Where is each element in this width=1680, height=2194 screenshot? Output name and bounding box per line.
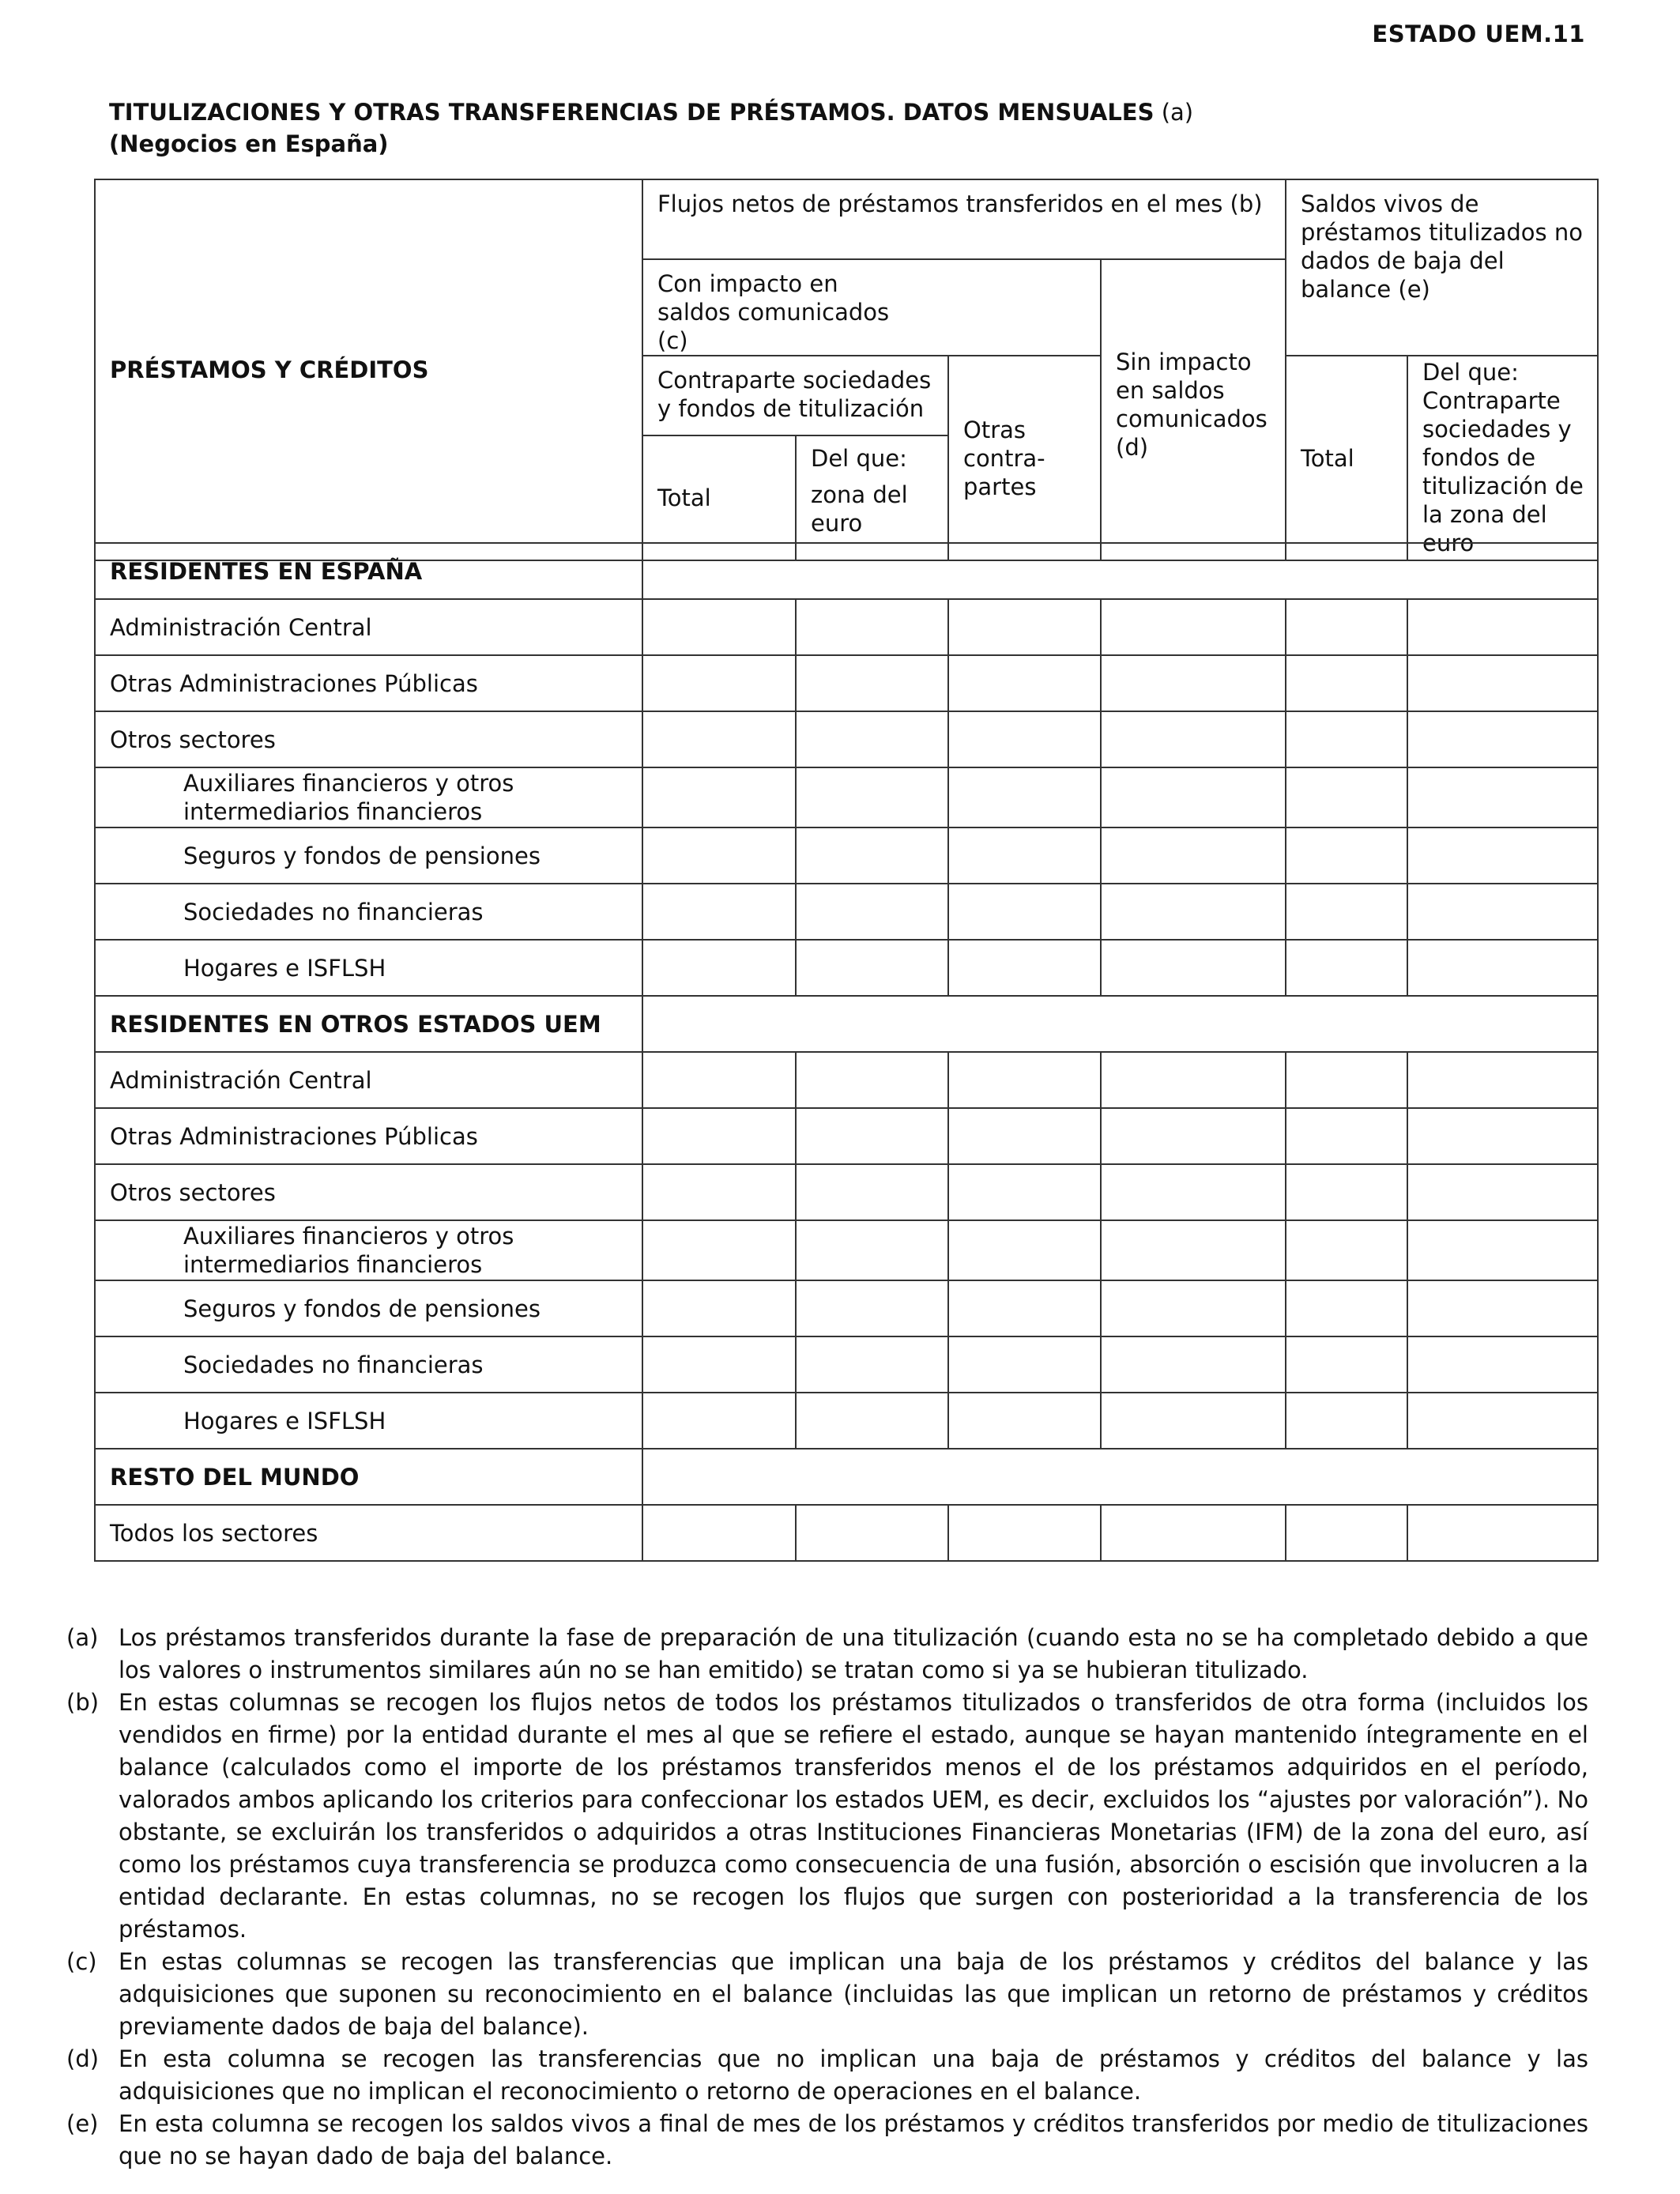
data-entry-cell[interactable] [1101, 884, 1286, 940]
table-row [95, 711, 1598, 767]
data-entry-cell[interactable] [948, 940, 1101, 996]
data-entry-cell[interactable] [796, 884, 948, 940]
table-row [95, 655, 1598, 711]
header-saldos-total: Total [1286, 356, 1407, 560]
data-entry-cell[interactable] [1101, 1164, 1286, 1220]
table-row [95, 827, 1598, 884]
securitisation-table-body [94, 542, 1599, 1562]
row-label: Otros sectores [95, 711, 642, 767]
data-entry-cell[interactable] [948, 827, 1101, 884]
data-entry-cell[interactable] [642, 884, 796, 940]
data-entry-cell[interactable] [948, 1164, 1101, 1220]
row-label: Administración Central [95, 1052, 642, 1108]
data-entry-cell[interactable] [1101, 767, 1286, 827]
header-del-que-label: Del que: [811, 445, 907, 472]
data-entry-cell[interactable] [948, 655, 1101, 711]
data-entry-cell[interactable] [1286, 767, 1407, 827]
header-saldos-vivos: Saldos vivos de préstamos titulizados no dados de baja del balance (e) [1286, 179, 1598, 356]
data-entry-cell[interactable] [948, 599, 1101, 655]
data-entry-cell[interactable] [1407, 1108, 1598, 1164]
data-entry-cell[interactable] [796, 827, 948, 884]
footnote-label: (d) [66, 2045, 100, 2072]
data-entry-cell[interactable] [1286, 1336, 1407, 1393]
row-label: Administración Central [95, 599, 642, 655]
data-entry-cell[interactable] [642, 940, 796, 996]
data-entry-cell[interactable] [642, 1108, 796, 1164]
title-note-ref: (a) [1161, 99, 1194, 126]
data-entry-cell[interactable] [1101, 1108, 1286, 1164]
header-sin-impacto-text: Sin impacto en saldos comunicados (d) [1116, 348, 1268, 461]
footnote [66, 1622, 1588, 1687]
header-contraparte: Contraparte sociedades y fondos de titulización [642, 356, 948, 435]
data-entry-cell[interactable] [796, 1336, 948, 1393]
data-entry-cell[interactable] [1101, 1336, 1286, 1393]
data-entry-cell[interactable] [796, 1164, 948, 1220]
section-spacer-cell [642, 543, 1598, 599]
header-saldos-del-que: Del que: Contraparte sociedades y fondos de titulización de la zona del euro [1407, 356, 1598, 560]
footnote [66, 1687, 1588, 1946]
data-entry-cell[interactable] [948, 711, 1101, 767]
data-entry-cell[interactable] [796, 1108, 948, 1164]
row-label: Todos los sectores [95, 1505, 642, 1561]
row-label: Seguros y fondos de pensiones [95, 1280, 642, 1336]
data-entry-cell[interactable] [1101, 827, 1286, 884]
data-entry-cell[interactable] [1407, 827, 1598, 884]
footnote-text: En estas columnas se recogen las transferencias que implican una baja de los préstamos y créditos del balance y las adquisiciones que suponen su reconocimiento en el balance (incluidas las que implican un retorno de préstamos y créditos previamente dados de baja del balance). [119, 1948, 1588, 2040]
data-entry-cell[interactable] [796, 1393, 948, 1449]
data-entry-cell[interactable] [1286, 1108, 1407, 1164]
data-entry-cell[interactable] [642, 1280, 796, 1336]
data-entry-cell[interactable] [1101, 1052, 1286, 1108]
footnote-label: (a) [66, 1624, 99, 1651]
footnotes [66, 1622, 1588, 2173]
data-entry-cell[interactable] [642, 655, 796, 711]
data-entry-cell[interactable] [796, 599, 948, 655]
data-entry-cell[interactable] [1407, 1505, 1598, 1561]
form-code: ESTADO UEM.11 [1372, 21, 1585, 47]
footnote-text: En estas columnas se recogen los flujos netos de todos los préstamos titulizados o transferidos de otra forma (incluidos los vendidos en firme) por la entidad durante el mes al que se refiere el estado, aunque se hayan mantenido íntegramente en el balance (calculados como el importe de los préstamos transferidos menos el de los préstamos adquiridos en el período, valorados ambos aplicando los criterios para confeccionar los estados UEM, es decir, excluidos los “ajustes por valoración”). No obstante, se excluirán los transferidos o adquiridos a otras Instituciones Financieras Monetarias (IFM) de la zona del euro, así como los préstamos cuya transferencia se produzca como consecuencia de una fusión, absorción o escisión que involucren a la entidad declarante. En estas columnas, no se recogen los flujos que surgen con posterioridad a la transferencia de los préstamos. [119, 1689, 1588, 1943]
data-entry-cell[interactable] [1407, 1393, 1598, 1449]
section-row [95, 1449, 1598, 1505]
data-entry-cell[interactable] [1286, 1164, 1407, 1220]
row-label: Otros sectores [95, 1164, 642, 1220]
data-entry-cell[interactable] [796, 1280, 948, 1336]
row-label: Sociedades no financieras [95, 884, 642, 940]
data-entry-cell[interactable] [1286, 1220, 1407, 1280]
data-entry-cell[interactable] [1286, 827, 1407, 884]
row-label: Otras Administraciones Públicas [95, 1108, 642, 1164]
data-entry-cell[interactable] [1101, 940, 1286, 996]
table-row [95, 884, 1598, 940]
data-entry-cell[interactable] [642, 599, 796, 655]
data-entry-cell[interactable] [1286, 655, 1407, 711]
header-flujos-netos: Flujos netos de préstamos transferidos en el mes (b) [642, 179, 1286, 259]
footnote [66, 2043, 1588, 2108]
table-row [95, 1052, 1598, 1108]
header-sin-impacto [1101, 259, 1286, 560]
footnote [66, 1946, 1588, 2043]
data-entry-cell[interactable] [1407, 599, 1598, 655]
data-entry-cell[interactable] [1407, 767, 1598, 827]
footnote [66, 2108, 1588, 2173]
header-zona-euro: zona del euro [811, 481, 908, 537]
data-entry-cell[interactable] [1407, 655, 1598, 711]
footnote-label: (c) [66, 1948, 97, 1975]
footnote-text: En esta columna se recogen los saldos vivos a final de mes de los préstamos y créditos transferidos por medio de titulizaciones que no se hayan dado de baja del balance. [119, 2110, 1588, 2169]
row-label: Hogares e ISFLSH [95, 1393, 642, 1449]
data-entry-cell[interactable] [948, 767, 1101, 827]
header-otras-contrapartes: Otras contra-partes [948, 356, 1101, 560]
data-entry-cell[interactable] [1101, 711, 1286, 767]
data-entry-cell[interactable] [1286, 1280, 1407, 1336]
table-row [95, 1505, 1598, 1561]
footnote-text: Los préstamos transferidos durante la fase de preparación de una titulización (cuando esta no se ha completado debido a que los valores o instrumentos similares aún no se han emitido) se tratan como si ya se hubieran titulizado. [119, 1624, 1588, 1683]
data-entry-cell[interactable] [1101, 1280, 1286, 1336]
section-title: RESIDENTES EN OTROS ESTADOS UEM [95, 996, 642, 1052]
data-entry-cell[interactable] [642, 1164, 796, 1220]
footnote-label: (b) [66, 1689, 100, 1716]
data-entry-cell[interactable] [948, 884, 1101, 940]
data-entry-cell[interactable] [1407, 884, 1598, 940]
data-entry-cell[interactable] [796, 940, 948, 996]
data-entry-cell[interactable] [948, 1505, 1101, 1561]
section-title: RESTO DEL MUNDO [95, 1449, 642, 1505]
table-row [95, 1393, 1598, 1449]
data-entry-cell[interactable] [642, 1220, 796, 1280]
securitisation-table [94, 179, 1599, 561]
data-entry-cell[interactable] [1101, 1220, 1286, 1280]
data-entry-cell[interactable] [1286, 884, 1407, 940]
data-entry-cell[interactable] [796, 655, 948, 711]
row-label: Hogares e ISFLSH [95, 940, 642, 996]
section-spacer-cell [642, 996, 1598, 1052]
data-entry-cell[interactable] [948, 1220, 1101, 1280]
data-entry-cell[interactable] [642, 1052, 796, 1108]
data-entry-cell[interactable] [1286, 599, 1407, 655]
data-entry-cell[interactable] [1407, 1280, 1598, 1336]
table-row [95, 1280, 1598, 1336]
data-entry-cell[interactable] [1286, 1052, 1407, 1108]
data-entry-cell[interactable] [1286, 940, 1407, 996]
data-entry-cell[interactable] [1407, 1164, 1598, 1220]
data-entry-cell[interactable] [796, 1505, 948, 1561]
row-label: Auxiliares financieros y otros intermediarios financieros [95, 767, 642, 827]
data-entry-cell[interactable] [796, 1052, 948, 1108]
data-entry-cell[interactable] [1101, 655, 1286, 711]
data-entry-cell[interactable] [1407, 1336, 1598, 1393]
row-label: Seguros y fondos de pensiones [95, 827, 642, 884]
row-label: Auxiliares financieros y otros intermediarios financieros [95, 1220, 642, 1280]
data-entry-cell[interactable] [948, 1393, 1101, 1449]
title-text: TITULIZACIONES Y OTRAS TRANSFERENCIAS DE PRÉSTAMOS. DATOS MENSUALES [109, 99, 1155, 126]
data-entry-cell[interactable] [642, 1336, 796, 1393]
table-row [95, 1220, 1598, 1280]
section-row [95, 543, 1598, 599]
data-entry-cell[interactable] [948, 1108, 1101, 1164]
data-entry-cell[interactable] [642, 827, 796, 884]
data-entry-cell[interactable] [948, 1336, 1101, 1393]
data-entry-cell[interactable] [1407, 1052, 1598, 1108]
data-entry-cell[interactable] [948, 1280, 1101, 1336]
data-entry-cell[interactable] [1407, 711, 1598, 767]
data-entry-cell[interactable] [642, 767, 796, 827]
data-entry-cell[interactable] [1286, 1393, 1407, 1449]
section-spacer-cell [642, 1449, 1598, 1505]
table-row [95, 599, 1598, 655]
document-title [109, 96, 1193, 160]
data-entry-cell[interactable] [796, 767, 948, 827]
row-label: Otras Administraciones Públicas [95, 655, 642, 711]
data-entry-cell[interactable] [796, 711, 948, 767]
data-entry-cell[interactable] [1101, 599, 1286, 655]
data-entry-cell[interactable] [796, 1220, 948, 1280]
section-row [95, 996, 1598, 1052]
data-entry-cell[interactable] [1101, 1505, 1286, 1561]
table-row [95, 940, 1598, 996]
data-entry-cell[interactable] [1286, 1505, 1407, 1561]
data-entry-cell[interactable] [1101, 1393, 1286, 1449]
row-label: Sociedades no financieras [95, 1336, 642, 1393]
data-entry-cell[interactable] [642, 711, 796, 767]
data-entry-cell[interactable] [948, 1052, 1101, 1108]
footnote-text: En esta columna se recogen las transferencias que no implican una baja de préstamos y créditos del balance y las adquisiciones que no implican el reconocimiento o retorno de operaciones en el balance. [119, 2045, 1588, 2105]
table-row [95, 1108, 1598, 1164]
data-entry-cell[interactable] [1407, 940, 1598, 996]
table-row [95, 1164, 1598, 1220]
table-row [95, 767, 1598, 827]
footnote-label: (e) [66, 2110, 99, 2137]
section-title: RESIDENTES EN ESPAÑA [95, 543, 642, 599]
table-row [95, 1336, 1598, 1393]
row-header-prestamos: PRÉSTAMOS Y CRÉDITOS [95, 179, 642, 560]
subtitle-text: (Negocios en España) [109, 130, 389, 157]
data-entry-cell[interactable] [642, 1505, 796, 1561]
data-entry-cell[interactable] [642, 1393, 796, 1449]
header-con-impacto [642, 259, 1101, 356]
header-con-impacto-text: Con impacto en saldos comunicados (c) [657, 270, 890, 354]
header-contraparte-total: Total [642, 435, 796, 560]
data-entry-cell[interactable] [1407, 1220, 1598, 1280]
data-entry-cell[interactable] [1286, 711, 1407, 767]
